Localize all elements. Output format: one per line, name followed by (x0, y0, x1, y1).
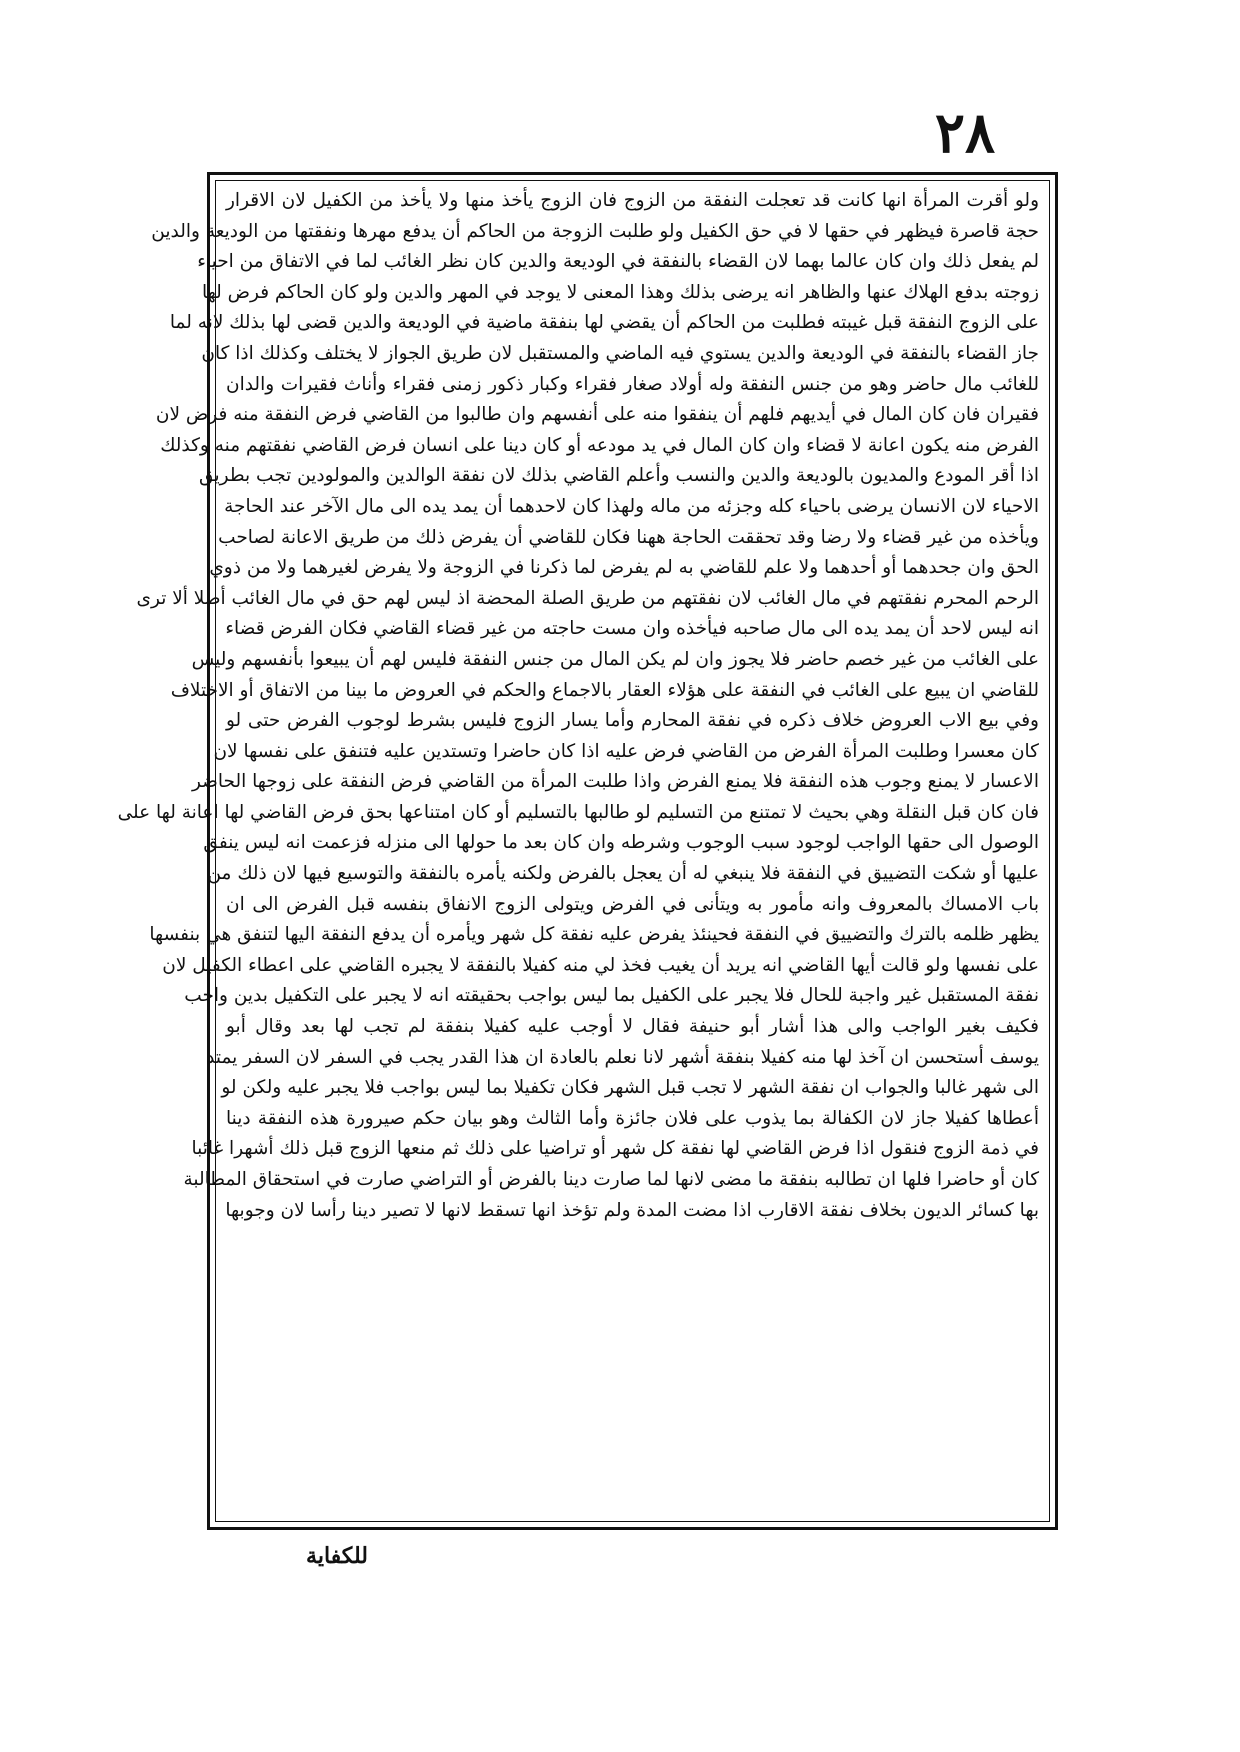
text-line: كان أو حاضرا فلها ان تطالبه بنفقة ما مضى لانها لما صارت دينا بالفرض أو التراضي صارت في استحقاق المطالبة (183, 1169, 1039, 1190)
text-line: على نفسها ولو قالت أيها القاضي انه يريد أن يغيب فخذ لي منه كفيلا بالنفقة لا يجبره القاضي على اعطاء الكفيل لان (162, 954, 1039, 976)
text-line: الرحم المحرم نفقتهم في مال الغائب لان نفقتهم من طريق الصلة المحضة اذ ليس لهم حق في مال الغائب أصلا ألا ترى (136, 587, 1039, 609)
text-line: على الزوج النفقة قبل غيبته فطلبت من الحاكم أن يقضي لها بنفقة ماضية في الوديعة والدين قضى لها بذلك لانه لما (169, 312, 1039, 334)
text-line: ويأخذه من غير قضاء ولا رضا وقد تحققت الحاجة ههنا فكان للقاضي أن يفرض ذلك من طريق الاعانة لصاحب (218, 526, 1039, 548)
text-line: انه ليس لاحد أن يمد يده الى مال صاحبه فيأخذه وان مست حاجته من غير قضاء القاضي فكان الفرض قضاء (225, 618, 1039, 640)
text-line: للقاضي ان يبيع على الغائب في النفقة على هؤلاء العقار بالاجماع والحكم في العروض ما بينا من الاتفاق أو الاختلاف (170, 679, 1039, 701)
text-line: عليها أو شكت التضييق في النفقة فلا ينبغي له أن يعجل بالفرض ولكنه يأمره بالنفقة والتوسيع فيها لان ذلك من (207, 863, 1039, 885)
text-line: يوسف أستحسن ان آخذ لها منه كفيلا بنفقة أشهر لانا نعلم بالعادة ان هذا القدر يجب في السفر لان السفر يمتد (206, 1046, 1039, 1068)
text-line: الحق وان جحدهما أو أحدهما ولا علم للقاضي به لم يفرض لما ذكرنا في الزوجة ولا يفرض لغيرهما ولا من ذوي (209, 557, 1039, 579)
text-line: زوجته بدفع الهلاك عنها والظاهر انه يرضى بذلك وهذا المعنى لا يوجد في المهر والدين ولو كان الحاكم فرض لها (201, 281, 1039, 303)
page-number: ۲۸ (934, 100, 996, 166)
text-line: باب الامساك بالمعروف وانه مأمور به ويتأنى في الفرض ويتولى الزوج الانفاق بنفسه قبل الفرض الى ان (226, 893, 1039, 915)
text-line: فقيران فان كان المال في أيديهم فلهم أن ينفقوا منه على أنفسهم وان طالبوا من القاضي فرض النفقة منه فرض لان (155, 404, 1039, 426)
text-line: في ذمة الزوج فنقول اذا فرض القاضي لها نفقة كل شهر أو تراضيا على ذلك ثم منعها الزوج قبل ذلك أشهرا غائبا (191, 1138, 1039, 1160)
text-line: كان معسرا وطلبت المرأة الفرض من القاضي فرض عليه اذا كان حاضرا وتستدين عليه فتنفق على نفسها لان (213, 740, 1039, 762)
text-line: وفي بيع الاب العروض خلاف ذكره في نفقة المحارم وأما يسار الزوج فليس بشرط لوجوب الفرض حتى لو (226, 710, 1039, 732)
text-line: يظهر ظلمه بالترك والتضييق في النفقة فحينئذ يفرض عليه نفقة كل شهر ويأمره أن يدفع النفقة اليها لتنفق هي بنفسها (149, 924, 1039, 946)
text-line: على الغائب من غير خصم حاضر فلا يجوز وان لم يكن المال من جنس النفقة فليس لهم أن يبيعوا بأنفسهم وليس (191, 648, 1039, 670)
text-line: الوصول الى حقها الواجب لوجود سبب الوجوب وشرطه وان كان بعد ما حولها الى منزله فزعمت انه ليس ينفق (203, 832, 1039, 854)
text-line: فان كان قبل النقلة وهي بحيث لا تمتنع من التسليم لو طالبها بالتسليم أو كان امتناعها بحق فرض القاضي لها اعانة لها على (117, 801, 1039, 823)
text-line: حجة قاصرة فيظهر في حقها لا في حق الكفيل ولو طلبت الزوجة من الحاكم أن يدفع مهرها ونفقتها من الوديعة والدين (151, 220, 1039, 242)
text-line: للغائب مال حاضر وهو من جنس النفقة وله أولاد صغار فقراء وكبار ذكور زمنى فقراء وأناث فقيرات والدان (226, 373, 1039, 395)
text-line: جاز القضاء بالنفقة في الوديعة والدين يستوي فيه الماضي والمستقبل لان طريق الجواز لا يختلف وكذلك اذا كان (201, 342, 1039, 364)
text-line: أعطاها كفيلا جاز لان الكفالة بما يذوب على فلان جائزة وأما الثالث وهو بيان حكم صيرورة هذه النفقة دينا (226, 1107, 1039, 1129)
main-text-block (117, 186, 1039, 1516)
text-line: نفقة المستقبل غير واجبة للحال فلا يجبر على الكفيل بما ليس بواجب بحقيقته انه لا يجبر على التكفيل بدين واجب (184, 985, 1039, 1007)
text-line: فكيف بغير الواجب والى هذا أشار أبو حنيفة فقال لا أوجب عليه كفيلا بنفقة لم تجب لها بعد وقال أبو (226, 1016, 1039, 1038)
text-line: بها كسائر الديون بخلاف نفقة الاقارب اذا مضت المدة ولم تؤخذ انها تسقط لانها لا تصير دينا رأسا لان وجوبها (225, 1199, 1039, 1221)
text-line: الاحياء لان الانسان يرضى باحياء كله وجزئه من ماله ولهذا كان لاحدهما أن يمد يده الى مال الآخر عند الحاجة (224, 495, 1039, 517)
catchword: للكفاية (306, 1543, 368, 1569)
text-line: الاعسار لا يمنع وجوب هذه النفقة فلا يمنع الفرض واذا طلبت المرأة من القاضي فرض النفقة على زوجها الحاضر (191, 771, 1039, 793)
text-line: الى شهر غالبا والجواب ان نفقة الشهر لا تجب قبل الشهر فكان تكفيلا بما ليس بواجب فلا يجبر عليه ولكن لو (221, 1077, 1039, 1099)
text-line: لم يفعل ذلك وان كان عالما بهما لان القضاء بالنفقة في الوديعة والدين كان نظر الغائب لما في الاتفاق من احياء (197, 251, 1039, 273)
text-line: اذا أقر المودع والمديون بالوديعة والدين والنسب وأعلم القاضي بذلك لان نفقة الوالدين والمولودين تجب بطريق (199, 465, 1039, 487)
text-line: ولو أقرت المرأة انها كانت قد تعجلت النفقة من الزوج فان الزوج يأخذ منها ولا يأخذ من الكفيل لان الاقرار (226, 190, 1039, 211)
text-line: الفرض منه يكون اعانة لا قضاء وان كان المال في يد مودعه أو كان دينا على انسان فرض القاضي نفقتهم منه وكذلك (160, 434, 1039, 456)
